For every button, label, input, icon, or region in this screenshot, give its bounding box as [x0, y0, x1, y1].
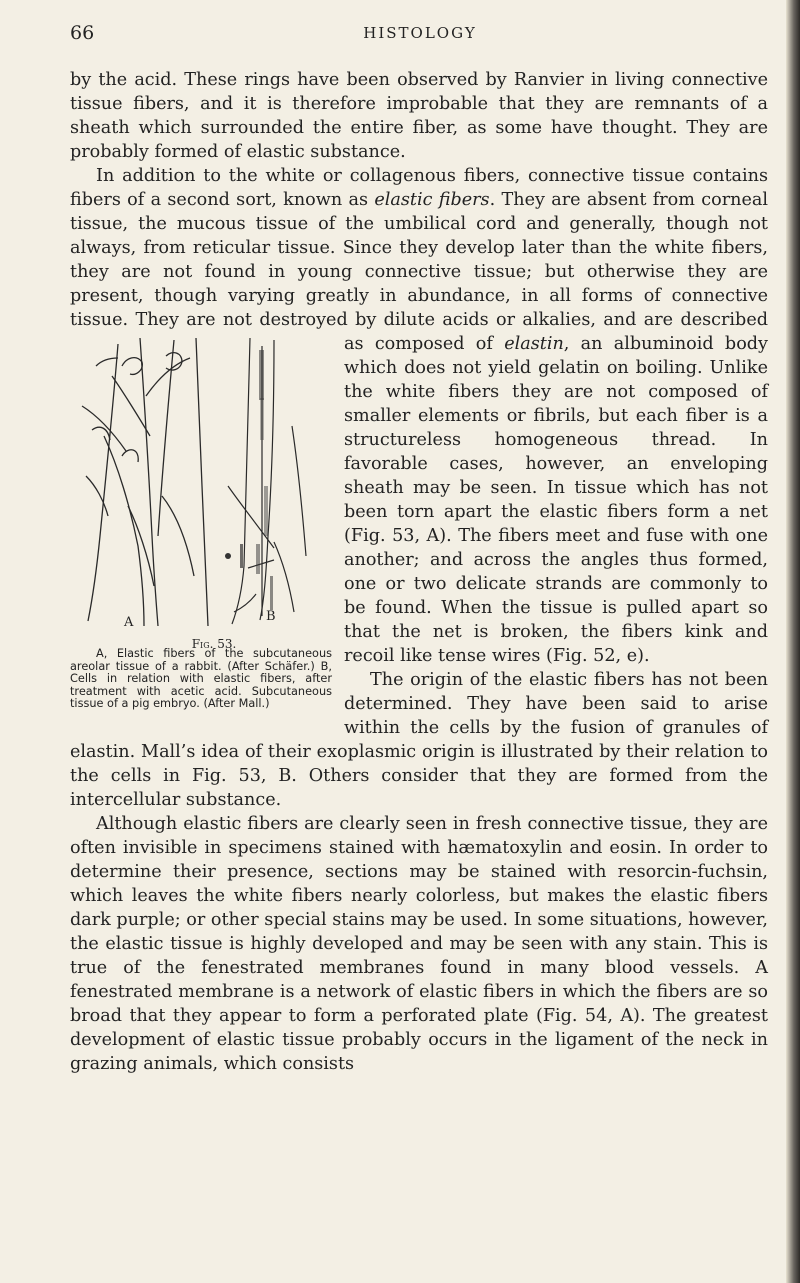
paragraph-2 — [70, 164, 768, 710]
figure-title: Fig. 53. — [191, 637, 237, 651]
paragraph-2-part-1: In addition to the white or collagenous fibers, connective tissue contains fibers of a second sort, known as — [70, 166, 768, 210]
paragraph-2-part-3: , an albuminoid body which does not yield gelatin on boiling. Unlike the white fibers they are not composed of smaller elements or fibrils, but each fiber is a structureless homogeneous thread. In favorable cases, however, an enveloping sheath may be seen. In tissue which has not been torn apart the elastic fibers form a net (Fig. 53, A). The fibers meet and fuse with one another; and across the angles thus formed, one or two delicate strands are commonly to be found. When the tissue is pulled apart so that the net is broken, the fibers kink and recoil like tense wires (Fig. 52, e). — [344, 334, 768, 666]
page-header — [70, 22, 770, 48]
running-head: HISTOLOGY — [363, 24, 477, 42]
body-text — [70, 68, 768, 1076]
paragraph-4: Although elastic fibers are clearly seen in fresh connective tissue, they are often invisible in specimens stained with hæmatoxylin and eosin. In order to determine their presence, sections may be stained with resorcin-fuchsin, which leaves the white fibers nearly colorless, but makes the elastic fibers dark purple; or other special stains may be used. In some situations, however, the elastic tissue is highly developed and may be seen with any stain. This is true of the fenestrated membranes found in many blood vessels. A fenestrated membrane is a network of elastic fibers in which the fibers are so broad that they appear to form a perforated plate (Fig. 54, A). The greatest development of elastic tissue probably occurs in the ligament of the neck in grazing animals, which consists — [70, 814, 768, 1074]
figure-53-illustration — [78, 336, 328, 630]
panel-a-label: A — [124, 615, 134, 630]
paragraph-1: by the acid. These rings have been observed by Ranvier in living connective tissue fibers, and it is therefore improbable that they are remnants of a sheath which surrounded the entire fiber, as some have thought. They are probably formed of elastic substance. — [70, 70, 768, 162]
term-elastin: elastin — [504, 334, 564, 354]
paragraph-3: The origin of the elastic fibers has not been determined. They have been said to arise within the cells by the fusion of granules of elastin. Mall’s idea of their exoplasmic origin is illustrated by their relation to the cells in Fig. 53, B. Others consider that they are formed from the intercellular substance. — [70, 670, 768, 810]
paragraph-2-part-2: . They are absent from corneal tissue, the mucous tissue of the umbilical cord and generally, though not always, from reticular tissue. Since they develop later than the white fibers, they are not found in young connective tissue; but otherwise they are present, though varying greatly in abundance, in all forms of connective tissue. They are not destroyed by dilute acids or alkalies, and are described as composed of — [70, 190, 768, 354]
figure-caption: A, Elastic fibers of the subcutaneous areolar tissue of a rabbit. (After Schäfer.) B, Cells in relation with elastic fibers, after treatment with acetic acid. Subcutaneous tissue of a pig embryo. (After Mall.) — [70, 647, 332, 710]
figure-53 — [70, 336, 332, 718]
page-edge-shadow — [786, 0, 800, 1283]
panel-b-cells-and-fibers — [228, 338, 306, 624]
panel-a-elastic-net — [82, 338, 208, 626]
panel-b-label: B — [266, 609, 276, 624]
page-number: 66 — [70, 22, 95, 44]
term-elastic-fibers: elastic fibers — [374, 190, 490, 210]
